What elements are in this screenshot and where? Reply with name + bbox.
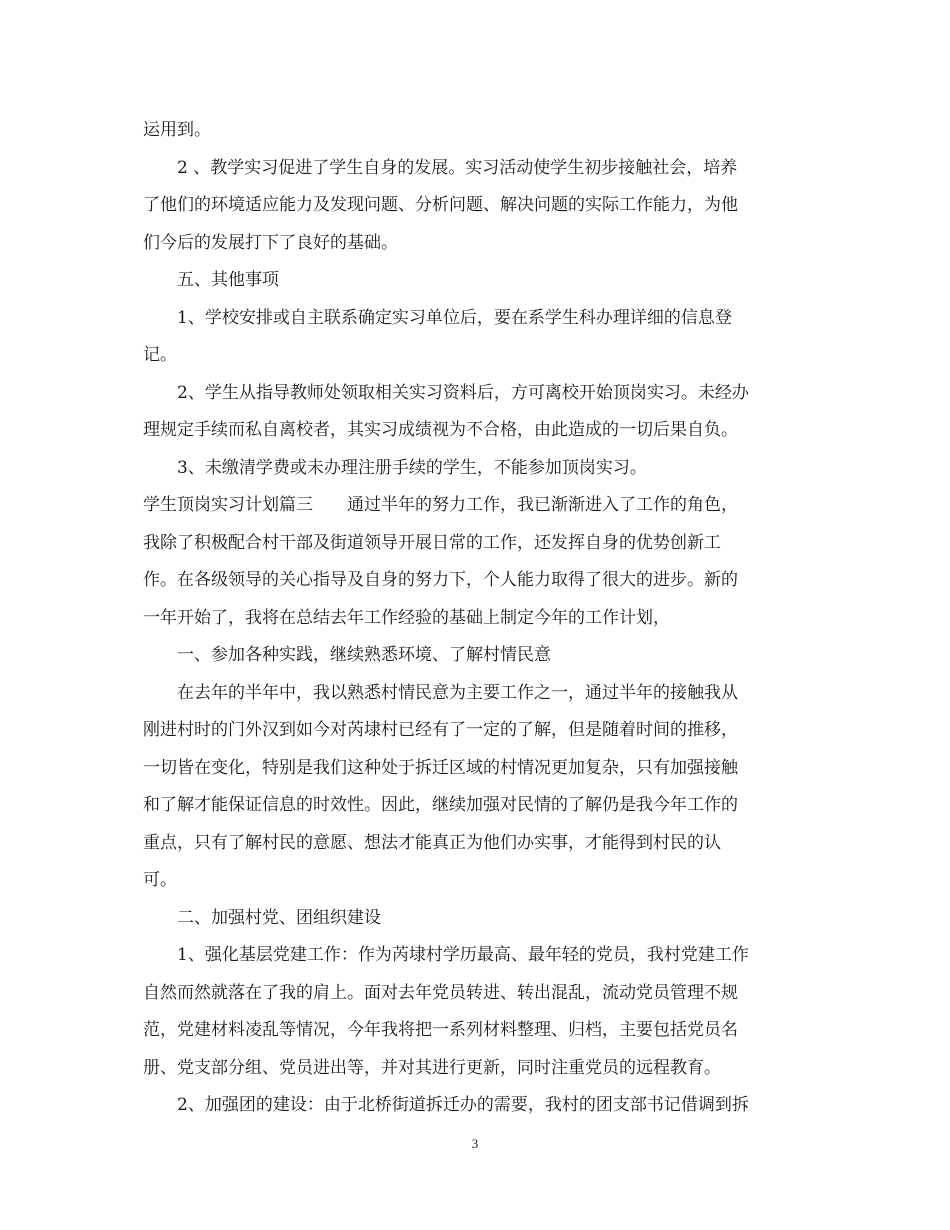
text-line: 自然而然就落在了我的肩上。面对去年党员转进、转出混乱，流动党员管理不规 (143, 982, 738, 1003)
text-line: 二、加强村党、团组织建设 (177, 907, 381, 928)
text-line: 一、参加各种实践，继续熟悉环境、了解村情民意 (177, 645, 551, 665)
text-line: 可。 (143, 870, 177, 890)
text-line: 理规定手续而私自离校者，其实习成绩视为不合格，由此造成的一切后果自负。 (143, 420, 738, 440)
text-line: 重点，只有了解村民的意愿、想法才能真正为他们办实事，才能得到村民的认 (143, 832, 721, 853)
text-line: 3、未缴清学费或未办理注册手续的学生，不能参加顶岗实习。 (177, 457, 647, 478)
page-number: 3 (471, 1136, 479, 1151)
text-line: 学生顶岗实习计划篇三 通过半年的努力工作，我已渐渐进入了工作的角色， (143, 495, 738, 515)
text-line: 我除了积极配合村干部及街道领导开展日常的工作，还发挥自身的优势创新工 (143, 532, 721, 553)
text-line: 记。 (143, 345, 177, 365)
text-line: 1、强化基层党建工作：作为芮埭村学历最高、最年轻的党员，我村党建工作 (177, 945, 749, 965)
text-line: 2 、教学实习促进了学生自身的发展。实习活动使学生初步接触社会，培养 (177, 157, 738, 178)
text-line: 们今后的发展打下了良好的基础。 (143, 232, 398, 253)
text-line: 一年开始了，我将在总结去年工作经验的基础上制定今年的工作计划， (143, 607, 670, 628)
text-line: 和了解才能保证信息的时效性。因此，继续加强对民情的了解仍是我今年工作的 (143, 795, 738, 815)
text-line: 五、其他事项 (177, 270, 279, 290)
text-line: 册、党支部分组、党员进出等，并对其进行更新，同时注重党员的远程教育。 (143, 1057, 721, 1078)
document-body (143, 112, 807, 1125)
text-line: 一切皆在变化，特别是我们这种处于拆迁区域的村情况更加复杂，只有加强接触 (143, 757, 738, 778)
text-line: 刚进村时的门外汉到如今对芮埭村已经有了一定的了解，但是随着时间的推移， (143, 720, 738, 740)
text-line: 范，党建材料凌乱等情况，今年我将把一系列材料整理、归档，主要包括党员名 (143, 1020, 738, 1040)
text-line: 了他们的环境适应能力及发现问题、分析问题、解决问题的实际工作能力，为他 (143, 195, 738, 215)
text-line: 1、学校安排或自主联系确定实习单位后，要在系学生科办理详细的信息登 (177, 307, 732, 328)
text-line: 2、学生从指导教师处领取相关实习资料后，方可离校开始顶岗实习。未经办 (177, 382, 749, 403)
text-line: 作。在各级领导的关心指导及自身的努力下，个人能力取得了很大的进步。新的 (143, 570, 738, 590)
text-line: 在去年的半年中，我以熟悉村情民意为主要工作之一，通过半年的接触我从 (177, 682, 738, 703)
text-line: 运用到。 (143, 120, 211, 140)
text-line: 2、加强团的建设：由于北桥街道拆迁办的需要，我村的团支部书记借调到拆 (177, 1095, 749, 1115)
